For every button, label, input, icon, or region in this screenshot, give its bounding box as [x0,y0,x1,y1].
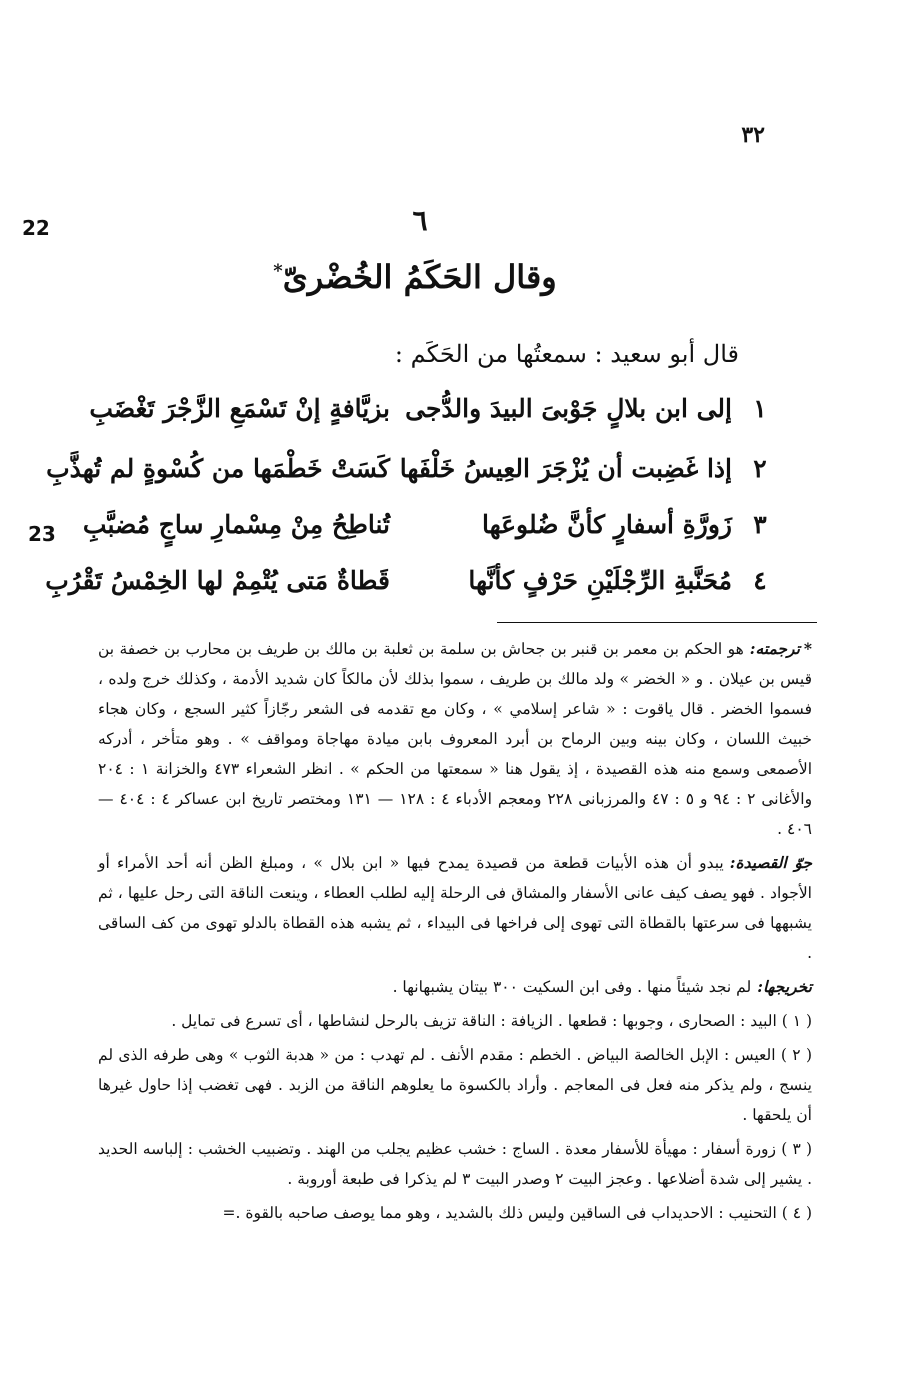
verse-number: ٢ [753,454,767,483]
note-poem-text: يبدو أن هذه الأبيات قطعة من قصيدة يمدح فيها « ابن بلال » ، ومبلغ الظن أنه أحد الأمراء أو الأجواد . فهو يصف كيف عانى الأسفار والمشاق فى الرحلة إليه لطلب العطاء ، وينعت الناقة التى رحل عليها ، ثم يشبهها فى سرعتها بالقطاة التى تهوى إلى فراخها فى البيداء ، ثم يشبه هذه القطاة بالدلو تهوى من كف الساقى . [98,854,812,962]
poem-intro: قال أبو سعيد : سمعتُها من الحَكَم : [394,340,739,368]
verse-first-hemistich: زَورَّةِ أسفارٍ كأنَّ ضُلوعَها [481,510,732,539]
gloss-item: ( ١ ) البيد : الصحارى ، وجوبها : قطعها . الزيافة : الناقة تزيف بالرحل لنشاطها ، أى تسرع فى تمايل . [171,1012,812,1030]
margin-number-middle: 23 [28,522,56,546]
footnotes [98,634,812,1232]
poem-title [0,258,830,296]
verse-first-hemistich: مُحَنَّبةِ الرِّجْلَيْنِ حَرْفٍ كأنَّها [468,566,732,595]
gloss-item: ( ٢ ) العيس : الإبل الخالصة البياض . الخطم : مقدم الأنف . لم تهدب : من « هدبة الثوب » وهى طرفه الذى لم ينسج ، ولم يذكر منه فعل فى المعاجم . وأراد بالكسوة ما يعلوهم الناقة من الزبد . فهى تغضب إذا حاول غيرها أن يلحقها . [98,1046,812,1124]
footnote-divider [497,622,817,623]
section-number: ٦ [412,204,428,237]
gloss-item: ( ٤ ) التحنيب : الاحديداب فى الساقين وليس ذلك بالشديد ، وهو مما يوصف صاحبه بالقوة .= [222,1204,812,1222]
verse-line [89,394,780,438]
page-number: ٣٢ [741,122,765,148]
note-translation-text: هو الحكم بن معمر بن قنبر بن جحاش بن سلمة بن ثعلبة بن مالك بن طريف بن محارب بن خصفة بن قيس بن عيلان . و « الخضر » ولد مالك بن طريف ، سموا بذلك لأن مالكاً كان شديد الأدمة ، وكذلك خرج ولده ، فسموا الخضر . قال ياقوت : « شاعر إسلامي » ، وكان مع تقدمه فى الشعر رجّازاً كثير السجع ، وكان هجاء خبيث اللسان ، وكان بينه وبين الرماح بن أبرد المعروف بابن ميادة مهاجاة ومواقف » . وهو متأخر ، أدركه الأصمعى وسمع منه هذه القصيدة ، إذ يقول هنا « سمعتها من الحكم » . انظر الشعراء ٤٧٣ والخزانة ١ : ٢٠٤ والأغانى ٢ : ٩٤ و ٥ : ٤٧ والمرزبانى ٢٢٨ ومعجم الأدباء ٤ : ١٢٨ — ١٣١ ومختصر تاريخ ابن عساكر ٤ : ٤٠٤ — ٤٠٦ . [98,640,813,838]
verse-second-hemistich: تُناطِحُ مِنْ مِسْمارِ ساجٍ مُضبَّبِ [82,510,390,539]
note-poem [98,848,812,968]
note-takhrij [98,972,812,1002]
poem-title-text: وقال الحَكَمُ الخُضْرىّ [282,258,557,296]
note-label-poem: جوّ القصيدة: [729,853,812,872]
note-label-takhrij: تخريجها: [757,977,812,996]
note-label-translation: ترجمته: [749,639,800,658]
verse-first-hemistich: إلى ابن بلالٍ جَوْبىَ البيدَ والدُّجى [405,394,732,423]
footnote-mark: * [803,639,812,658]
verse-number: ٤ [753,566,767,595]
verse-number: ٣ [753,510,767,539]
verse-second-hemistich: كَسَتْ خَطْمَها من كُسْوةٍ لم تُهذَّبِ [46,454,390,483]
verse-line [46,454,780,498]
verse-line [45,566,780,610]
verse-second-hemistich: بزيَّافةٍ إنْ تَسْمَعِ الزَّجْرَ تَغْضَبِ [89,394,390,423]
verse-second-hemistich: قَطاةٌ مَتى يُتْمِمْ لها الخِمْسُ تَقْرُبِ [45,566,390,595]
verse-line [82,510,780,554]
title-footnote-mark: * [273,260,283,282]
gloss-item: ( ٣ ) زورة أسفار : مهيأة للأسفار معدة . الساج : خشب عظيم يجلب من الهند . وتضبيب الخشب : إلباسه الحديد . يشير إلى شدة أضلاعها . وعجز البيت ٢ وصدر البيت ٣ لم يذكرا فى طبعة أوروبة . [98,1140,812,1188]
verse-number: ١ [753,394,767,423]
verse-first-hemistich: إذا غَضِبت أن يُزْجَرَ العِيسُ خَلْفَها [399,454,732,483]
margin-number-top: 22 [22,216,50,240]
note-takhrij-text: لم نجد شيئاً منها . وفى ابن السكيت ٣٠٠ بيتان يشبهانها . [392,978,752,996]
note-translation [98,634,812,844]
